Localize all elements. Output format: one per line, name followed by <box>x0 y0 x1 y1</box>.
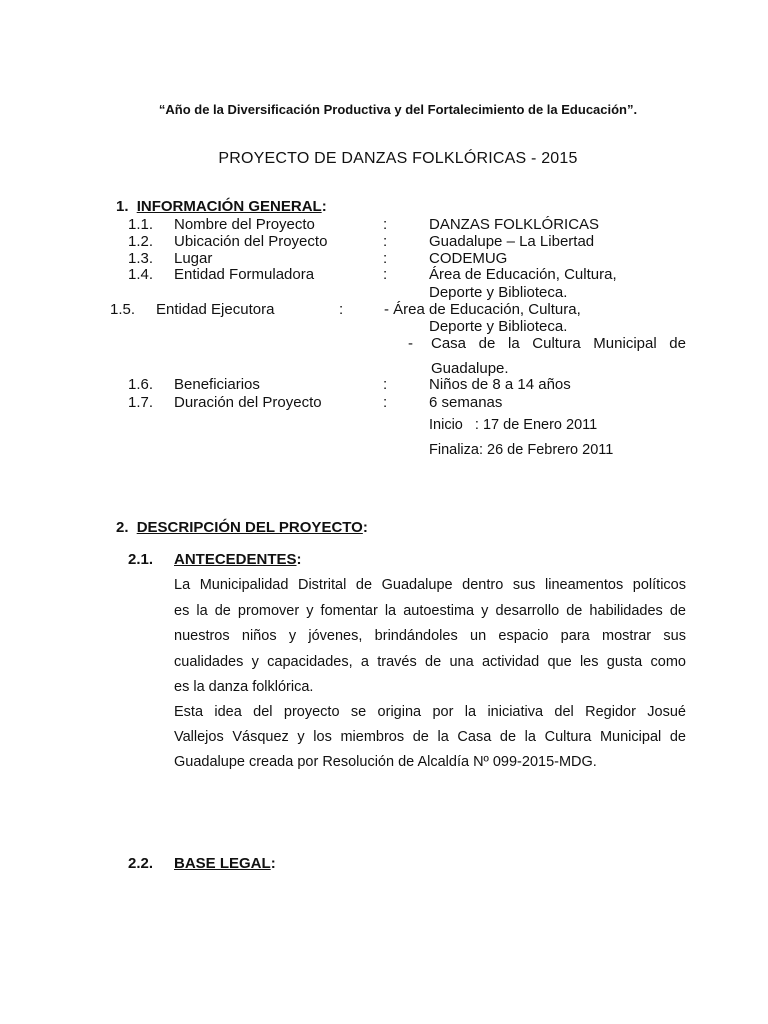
list-dash: - <box>408 335 413 352</box>
info-item-value-continued: Casa de la Cultura Municipal de <box>431 335 686 352</box>
info-item-number: 1.2. <box>128 233 154 250</box>
info-item-separator: : <box>383 394 388 411</box>
paragraph-line: nuestros niños y jóvenes, brindándoles un espacio para mostrar sus <box>174 628 686 644</box>
subsection-colon: : <box>296 551 302 568</box>
info-item-label: Nombre del Proyecto <box>174 216 315 233</box>
subsection-2-1-heading <box>174 551 302 568</box>
subsection-title: ANTECEDENTES <box>174 551 297 568</box>
info-item-number: 1.1. <box>128 216 154 233</box>
subsection-2-2-heading <box>174 855 276 872</box>
info-item-value: - Área de Educación, Cultura, <box>384 301 581 318</box>
info-item-label: Entidad Ejecutora <box>156 301 275 318</box>
paragraph-line: Esta idea del proyecto se origina por la iniciativa del Regidor Josué <box>174 704 686 720</box>
subsection-2-2-number: 2.2. <box>128 855 154 872</box>
section-number: 2. <box>116 519 129 536</box>
paragraph-line: Vallejos Vásquez y los miembros de la Casa de la Cultura Municipal de <box>174 729 686 745</box>
info-item-label: Lugar <box>174 250 213 267</box>
info-item-separator: : <box>383 266 388 283</box>
section-1-heading <box>116 198 327 215</box>
subsection-title: BASE LEGAL <box>174 855 271 872</box>
info-item-value: 6 semanas <box>429 394 503 411</box>
info-item-separator: : <box>383 250 388 267</box>
info-item-number: 1.5. <box>110 301 136 318</box>
section-title: DESCRIPCIÓN DEL PROYECTO <box>136 519 363 536</box>
info-item-separator: : <box>383 216 388 233</box>
info-item-value: DANZAS FOLKLÓRICAS <box>429 216 600 233</box>
info-item-separator: : <box>383 233 388 250</box>
info-item-number: 1.3. <box>128 250 154 267</box>
info-item-value: Área de Educación, Cultura, <box>429 266 617 283</box>
info-item-value: Guadalupe – La Libertad <box>429 233 595 250</box>
paragraph-line: Guadalupe creada por Resolución de Alcaldía Nº 099-2015-MDG. <box>174 754 597 770</box>
info-item-label: Ubicación del Proyecto <box>174 233 328 250</box>
info-item-value-continued: Guadalupe. <box>431 360 509 377</box>
subsection-2-1-number: 2.1. <box>128 551 154 568</box>
section-2-heading <box>116 519 368 536</box>
info-item-value-continued: Deporte y Biblioteca. <box>429 318 568 335</box>
info-item-number: 1.7. <box>128 394 154 411</box>
paragraph-line: cualidades y capacidades, a través de una actividad que les gusta como <box>174 654 686 670</box>
info-item-value-continued: Deporte y Biblioteca. <box>429 284 568 301</box>
project-end-date: Finaliza: 26 de Febrero 2011 <box>429 442 614 458</box>
paragraph-line: es la de promover y fomentar la autoestima y desarrollo de habilidades de <box>174 603 686 619</box>
info-item-value: Niños de 8 a 14 años <box>429 376 571 393</box>
info-item-separator: : <box>383 376 388 393</box>
info-item-separator: : <box>339 301 344 318</box>
info-item-label: Duración del Proyecto <box>174 394 322 411</box>
paragraph-line: es la danza folklórica. <box>174 679 314 695</box>
section-title: INFORMACIÓN GENERAL <box>136 198 322 215</box>
info-item-label: Entidad Formuladora <box>174 266 315 283</box>
section-colon: : <box>321 198 327 215</box>
info-item-number: 1.6. <box>128 376 154 393</box>
section-number: 1. <box>116 198 129 215</box>
info-item-number: 1.4. <box>128 266 154 283</box>
document-title: PROYECTO DE DANZAS FOLKLÓRICAS - 2015 <box>218 150 578 167</box>
document-motto: “Año de la Diversificación Productiva y del Fortalecimiento de la Educación”. <box>158 102 638 117</box>
info-item-label: Beneficiarios <box>174 376 260 393</box>
project-start-date: Inicio : 17 de Enero 2011 <box>429 417 598 433</box>
section-colon: : <box>362 519 368 536</box>
info-item-value: CODEMUG <box>429 250 508 267</box>
paragraph-line: La Municipalidad Distrital de Guadalupe dentro sus lineamentos políticos <box>174 577 686 593</box>
subsection-colon: : <box>270 855 276 872</box>
